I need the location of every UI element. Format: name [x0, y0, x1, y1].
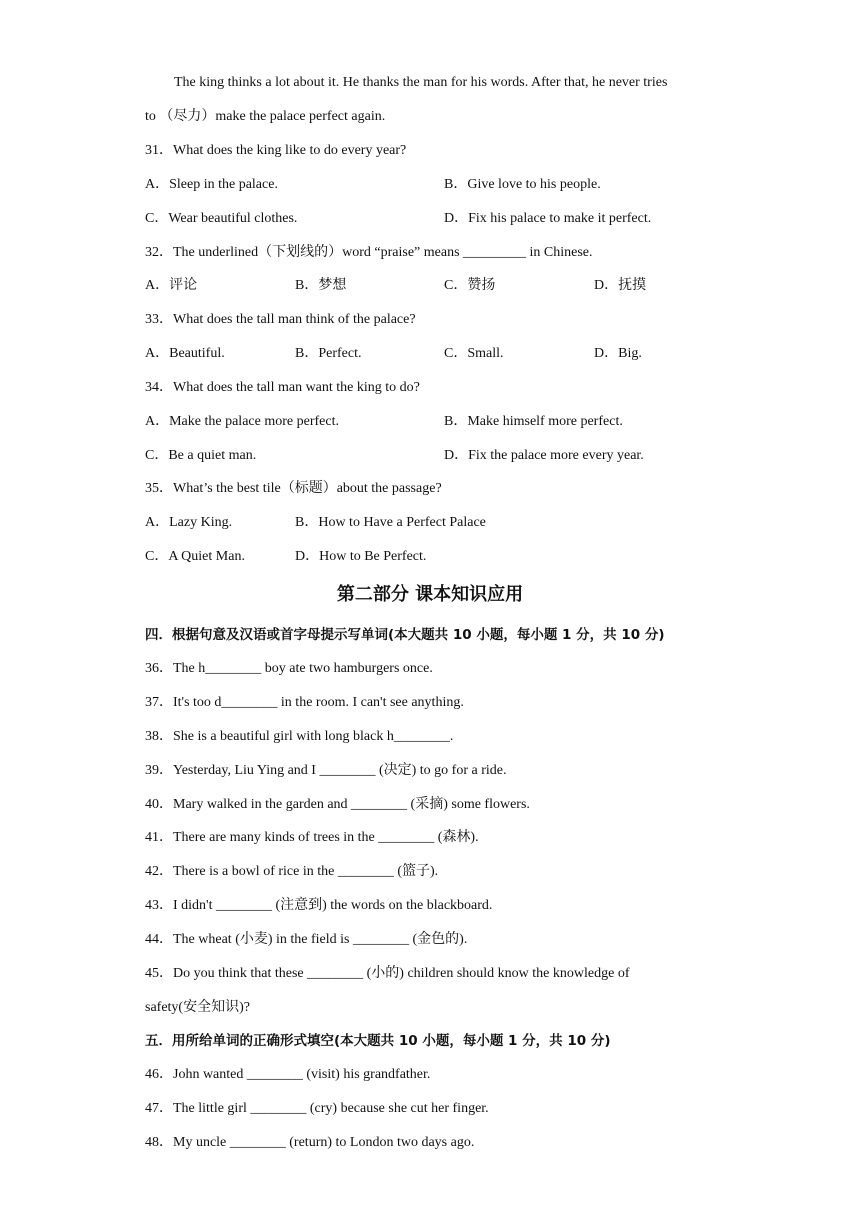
option-b: B．Give love to his people. — [444, 177, 601, 192]
exercise-item: 36．The h________ boy ate two hamburgers once. — [145, 661, 433, 676]
question-stem: 33．What does the tall man think of the palace? — [145, 312, 416, 327]
section-heading: 四．根据句意及汉语或首字母提示写单词(本大题共 10 小题，每小题 1 分，共 10 分) — [145, 627, 665, 643]
option-a: A．Beautiful. — [145, 346, 225, 361]
option-d: D．Fix the palace more every year. — [444, 448, 644, 463]
exercise-item: 43．I didn't ________ (注意到) the words on the blackboard. — [145, 898, 493, 913]
exercise-item: 48．My uncle ________ (return) to London two days ago. — [145, 1135, 475, 1150]
question-stem: 34．What does the tall man want the king to do? — [145, 380, 420, 395]
exercise-item: 40．Mary walked in the garden and ________ (采摘) some flowers. — [145, 797, 530, 812]
exercise-item: 37．It's too d________ in the room. I can't see anything. — [145, 695, 464, 710]
exercise-item: 38．She is a beautiful girl with long black h________. — [145, 729, 454, 744]
option-c: C．Small. — [444, 346, 504, 361]
option-a: A．Sleep in the palace. — [145, 177, 278, 192]
option-c: C．A Quiet Man. — [145, 549, 245, 564]
option-d: D．Big. — [594, 346, 642, 361]
exercise-item: 42．There is a bowl of rice in the ________ (篮子). — [145, 864, 439, 879]
option-c: C．Be a quiet man. — [145, 448, 257, 463]
option-c: C．赞扬 — [444, 278, 496, 293]
option-a: A．评论 — [145, 278, 198, 293]
passage-line: to （尽力）make the palace perfect again. — [145, 109, 386, 124]
exercise-item: 47．The little girl ________ (cry) because she cut her finger. — [145, 1101, 489, 1116]
option-b: B．梦想 — [295, 278, 347, 293]
exercise-item: 44．The wheat (小麦) in the field is ________ (金色的). — [145, 932, 468, 947]
question-stem: 31．What does the king like to do every year? — [145, 143, 407, 158]
exercise-item: 45．Do you think that these ________ (小的) children should know the knowledge of — [145, 966, 630, 981]
part-title: 第二部分 课本知识应用 — [336, 584, 524, 605]
section-heading: 五．用所给单词的正确形式填空(本大题共 10 小题，每小题 1 分，共 10 分) — [145, 1033, 611, 1049]
option-d: D．Fix his palace to make it perfect. — [444, 211, 652, 226]
exercise-item: 41．There are many kinds of trees in the ________ (森林). — [145, 830, 479, 845]
option-a: A．Lazy King. — [145, 515, 233, 530]
option-b: B．How to Have a Perfect Palace — [295, 515, 486, 530]
exercise-item: 39．Yesterday, Liu Ying and I ________ (决定) to go for a ride. — [145, 763, 507, 778]
option-b: B．Perfect. — [295, 346, 362, 361]
option-d: D．抚摸 — [594, 278, 647, 293]
question-stem: 32．The underlined（下划线的）word “praise” means _________ in Chinese. — [145, 245, 593, 260]
exercise-item: 46．John wanted ________ (visit) his grandfather. — [145, 1067, 431, 1082]
passage-line: The king thinks a lot about it. He thanks the man for his words. After that, he never tries — [174, 75, 668, 90]
option-a: A．Make the palace more perfect. — [145, 414, 339, 429]
question-stem: 35．What’s the best tile（标题）about the passage? — [145, 481, 442, 496]
exercise-item-continuation: safety(安全知识)? — [145, 1000, 250, 1015]
option-d: D．How to Be Perfect. — [295, 549, 427, 564]
option-b: B．Make himself more perfect. — [444, 414, 623, 429]
option-c: C．Wear beautiful clothes. — [145, 211, 298, 226]
